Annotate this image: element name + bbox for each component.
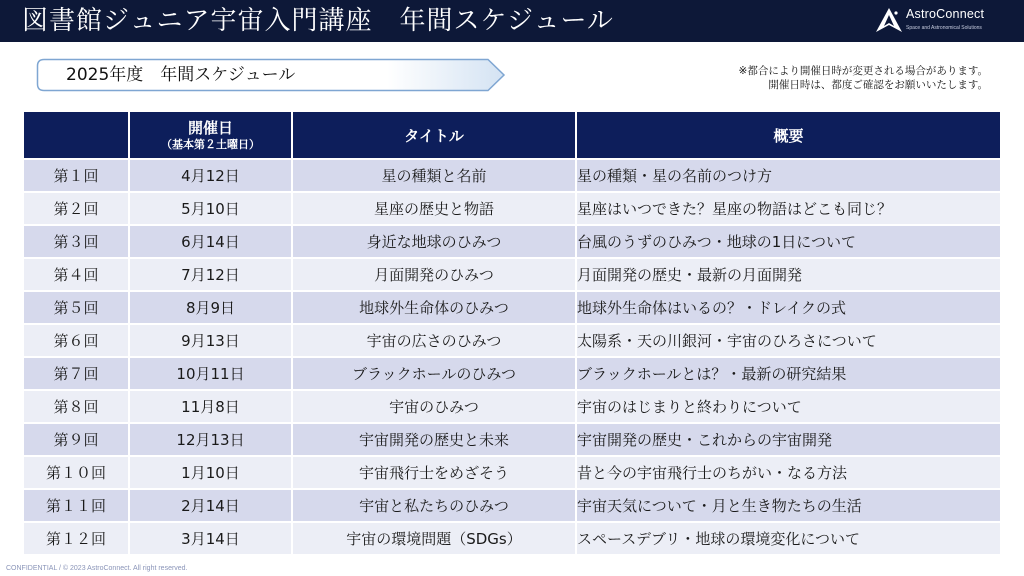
header-summary: 概要 <box>576 112 1000 159</box>
table-row <box>24 522 1000 554</box>
date-cell: 9月13日 <box>129 324 292 357</box>
title-cell: 星座の歴史と物語 <box>292 192 576 225</box>
table-row <box>24 456 1000 489</box>
session-cell: 第９回 <box>24 423 129 456</box>
subtitle-text: 2025年度 年間スケジュール <box>66 65 296 85</box>
summary-cell: 台風のうずのひみつ・地球の1日について <box>576 225 1000 258</box>
notice-line-2: 開催日時は、都度ご確認をお願いいたします。 <box>768 79 988 91</box>
summary-cell: 地球外生命体はいるの？・ドレイクの式 <box>576 291 1000 324</box>
session-cell: 第１０回 <box>24 456 129 489</box>
date-cell: 12月13日 <box>129 423 292 456</box>
title-cell: ブラックホールのひみつ <box>292 357 576 390</box>
session-cell: 第４回 <box>24 258 129 291</box>
table-row <box>24 423 1000 456</box>
table-header-row <box>24 112 1000 159</box>
title-cell: 宇宙と私たちのひみつ <box>292 489 576 522</box>
copyright-footer: CONFIDENTIAL / © 2023 AstroConnect. All right reserved. <box>6 565 188 572</box>
date-cell: 3月14日 <box>129 522 292 554</box>
date-cell: 7月12日 <box>129 258 292 291</box>
rocket-logo-icon <box>874 6 904 34</box>
title-cell: 宇宙の広さのひみつ <box>292 324 576 357</box>
session-cell: 第１１回 <box>24 489 129 522</box>
title-cell: 宇宙飛行士をめざそう <box>292 456 576 489</box>
session-cell: 第３回 <box>24 225 129 258</box>
date-cell: 6月14日 <box>129 225 292 258</box>
title-cell: 宇宙の環境問題（SDGs） <box>292 522 576 554</box>
table-row <box>24 357 1000 390</box>
table-row <box>24 258 1000 291</box>
header-session <box>24 112 129 159</box>
summary-cell: 星座はいつできた？星座の物語はどこも同じ？ <box>576 192 1000 225</box>
session-cell: 第５回 <box>24 291 129 324</box>
table-row <box>24 192 1000 225</box>
date-cell: 5月10日 <box>129 192 292 225</box>
summary-cell: 月面開発の歴史・最新の月面開発 <box>576 258 1000 291</box>
session-cell: 第６回 <box>24 324 129 357</box>
title-cell: 宇宙のひみつ <box>292 390 576 423</box>
title-cell: 身近な地球のひみつ <box>292 225 576 258</box>
date-cell: 11月8日 <box>129 390 292 423</box>
title-bar <box>0 0 1024 42</box>
astroconnect-logo <box>874 5 1014 37</box>
subtitle-banner <box>36 58 506 92</box>
table-row <box>24 390 1000 423</box>
date-cell: 4月12日 <box>129 159 292 192</box>
table-row <box>24 159 1000 192</box>
title-cell: 宇宙開発の歴史と未来 <box>292 423 576 456</box>
logo-tagline: Space and Astronomical Solutions <box>906 25 982 31</box>
logo-name: AstroConnect <box>906 7 985 21</box>
title-cell: 地球外生命体のひみつ <box>292 291 576 324</box>
table-row <box>24 225 1000 258</box>
summary-cell: 宇宙のはじまりと終わりについて <box>576 390 1000 423</box>
summary-cell: ブラックホールとは？・最新の研究結果 <box>576 357 1000 390</box>
session-cell: 第１回 <box>24 159 129 192</box>
date-cell: 8月9日 <box>129 291 292 324</box>
notice-line-1: ※都合により開催日時が変更される場合があります。 <box>738 65 988 77</box>
schedule-notice <box>739 64 988 92</box>
title-cell: 月面開発のひみつ <box>292 258 576 291</box>
date-cell: 1月10日 <box>129 456 292 489</box>
schedule-table <box>24 112 1000 554</box>
summary-cell: 星の種類・星の名前のつけ方 <box>576 159 1000 192</box>
session-cell: 第２回 <box>24 192 129 225</box>
date-cell: 10月11日 <box>129 357 292 390</box>
summary-cell: 宇宙開発の歴史・これからの宇宙開発 <box>576 423 1000 456</box>
header-date-note: （基本第２土曜日） <box>161 138 260 151</box>
header-date-label: 開催日 <box>187 119 233 137</box>
title-cell: 星の種類と名前 <box>292 159 576 192</box>
table-row <box>24 291 1000 324</box>
page-title: 図書館ジュニア宇宙入門講座 年間スケジュール <box>22 6 614 36</box>
date-cell: 2月14日 <box>129 489 292 522</box>
session-cell: 第８回 <box>24 390 129 423</box>
summary-cell: 昔と今の宇宙飛行士のちがい・なる方法 <box>576 456 1000 489</box>
header-date <box>129 112 292 159</box>
table-row <box>24 489 1000 522</box>
summary-cell: 宇宙天気について・月と生き物たちの生活 <box>576 489 1000 522</box>
summary-cell: 太陽系・天の川銀河・宇宙のひろさについて <box>576 324 1000 357</box>
summary-cell: スペースデブリ・地球の環境変化について <box>576 522 1000 554</box>
header-title: タイトル <box>292 112 576 159</box>
session-cell: 第７回 <box>24 357 129 390</box>
table-row <box>24 324 1000 357</box>
session-cell: 第１２回 <box>24 522 129 554</box>
